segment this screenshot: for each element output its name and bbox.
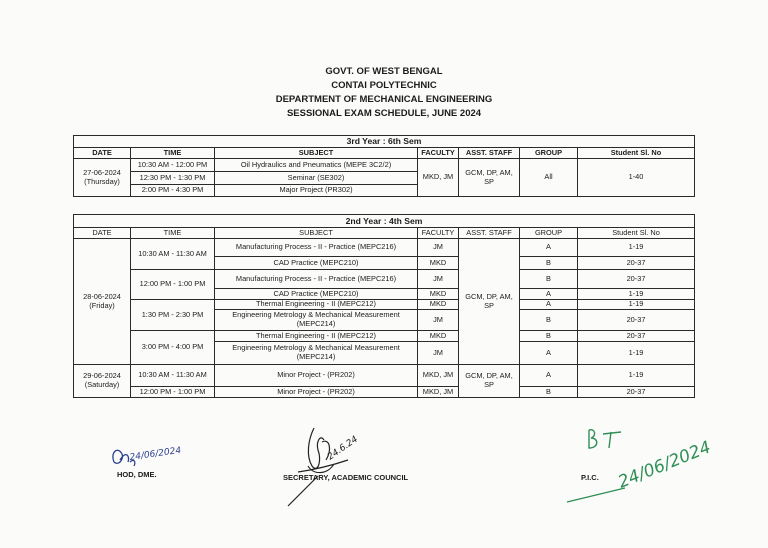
table2-group: B [520,331,578,342]
secretary-signature [278,420,378,510]
table1-time: 10:30 AM - 12:00 PM [131,159,215,172]
table2-time-slot: 12:00 PM - 1:00 PM [131,387,215,398]
table2-sl: 1-19 [578,239,695,257]
table2-group: A [520,365,578,387]
table2-subject: Engineering Metrology & Mechanical Measurement (MEPC214) [215,342,418,365]
secretary-signature-date: 24.6.24 [325,434,360,463]
schedule-table-2nd-year [73,214,695,398]
table1-header-group: GROUP [520,148,578,159]
table2-sl: 20-37 [578,387,695,398]
table2-sl: 1-19 [578,300,695,310]
table1-date-cell [74,159,131,197]
table2-time-slot: 10:30 AM - 11:30 AM [131,365,215,387]
table2-day1-date-cell [74,239,131,365]
table1-date: 27-06-2024 [83,167,121,177]
table2-subject: Manufacturing Process - II - Practice (MEPC216) [215,239,418,257]
table1-subject: Oil Hydraulics and Pneumatics (MEPE 3C2/2) [215,159,418,172]
hod-signature-date: 24/06/2024 [129,445,182,463]
table1-staff: GCM, DP, AM, SP [459,159,520,197]
table1-header-date: DATE [74,148,131,159]
table2-faculty: MKD [418,289,459,300]
table2-group: A [520,300,578,310]
table2-sl: 20-37 [578,331,695,342]
table2-subject: Minor Project - (PR202) [215,365,418,387]
table2-faculty: JM [418,310,459,331]
table1-header-time: TIME [131,148,215,159]
hod-label: HOD, DME. [117,470,157,479]
table2-subject: CAD Practice (MEPC210) [215,257,418,270]
table2-group: B [520,387,578,398]
table1-header-sl: Student Sl. No [578,148,695,159]
schedule-table-3rd-year [73,135,695,197]
table1-header-faculty: FACULTY [418,148,459,159]
table2-faculty: MKD, JM [418,387,459,398]
table2-faculty: JM [418,270,459,289]
table2-faculty: MKD [418,300,459,310]
table2-time-slot: 10:30 AM - 11:30 AM [131,239,215,270]
secretary-label: SECRETARY, ACADEMIC COUNCIL [283,473,409,482]
table1-subject: Seminar (SE302) [215,172,418,185]
table2-sl: 1-19 [578,365,695,387]
table2-faculty: MKD [418,257,459,270]
table1-day: (Thursday) [84,176,120,186]
table2-sl: 20-37 [578,270,695,289]
table2-header-time: TIME [131,228,215,239]
table2-day2-staff: GCM, DP, AM, SP [459,365,520,398]
header-department: DEPARTMENT OF MECHANICAL ENGINEERING [275,94,493,105]
table2-group: A [520,239,578,257]
table-row [74,365,695,387]
header-college: CONTAI POLYTECHNIC [331,80,437,91]
table1-time: 2:00 PM - 4:30 PM [131,185,215,197]
table2-faculty: MKD [418,331,459,342]
table-row [74,270,695,289]
table2-sl: 1-19 [578,289,695,300]
table2-day2-date-cell [74,365,131,398]
table2-subject: Thermal Engineering - II (MEPC212) [215,331,418,342]
table1-header-staff: ASST. STAFF [459,148,520,159]
table-row [74,159,695,172]
table2-group: A [520,342,578,365]
table2-sl: 20-37 [578,257,695,270]
table2-caption: 2nd Year : 4th Sem [74,215,695,228]
table-row [74,387,695,398]
table2-time-slot: 1:30 PM - 2:30 PM [131,300,215,331]
table1-caption: 3rd Year : 6th Sem [74,136,695,148]
table2-header-sl: Student Sl. No [578,228,695,239]
table-row [74,300,695,310]
table2-faculty: JM [418,239,459,257]
table2-group: B [520,310,578,331]
table2-subject: Engineering Metrology & Mechanical Measurement (MEPC214) [215,310,418,331]
table-row [74,239,695,257]
pic-signature [565,420,740,510]
table2-day1-day: (Friday) [89,300,115,310]
table2-day2-date: 29-06-2024 [83,371,121,381]
table2-day1-staff: GCM, DP, AM, SP [459,239,520,365]
table1-time: 12:30 PM - 1:30 PM [131,172,215,185]
table2-header-group: GROUP [520,228,578,239]
table2-header-staff: ASST. STAFF [459,228,520,239]
table2-subject: Minor Project - (PR202) [215,387,418,398]
table2-header-subject: SUBJECT [215,228,418,239]
table1-group: All [520,159,578,197]
table-row [74,331,695,342]
table1-faculty: MKD, JM [418,159,459,197]
table1-sl: 1-40 [578,159,695,197]
table2-faculty: JM [418,342,459,365]
table2-sl: 20-37 [578,310,695,331]
table2-header-faculty: FACULTY [418,228,459,239]
table2-header-date: DATE [74,228,131,239]
table2-sl: 1-19 [578,342,695,365]
table2-faculty: MKD, JM [418,365,459,387]
table2-day1-date: 28-06-2024 [83,291,121,301]
table2-group: B [520,257,578,270]
table2-subject: CAD Practice (MEPC210) [215,289,418,300]
table1-header-subject: SUBJECT [215,148,418,159]
table2-group: B [520,270,578,289]
table2-subject: Thermal Engineering - II (MEPC212) [215,300,418,310]
table1-subject: Major Project (PR302) [215,185,418,197]
table2-day2-day: (Saturday) [84,380,120,389]
pic-label: P.I.C. [581,473,599,482]
table2-subject: Manufacturing Process - II - Practice (MEPC216) [215,270,418,289]
table2-time-slot: 12:00 PM - 1:00 PM [131,270,215,300]
header-govt: GOVT. OF WEST BENGAL [325,66,443,77]
pic-signature-date: 24/06/2024 [615,437,714,493]
table2-group: A [520,289,578,300]
header-schedule-title: SESSIONAL EXAM SCHEDULE, JUNE 2024 [286,108,482,119]
table2-time-slot: 3:00 PM - 4:00 PM [131,331,215,365]
